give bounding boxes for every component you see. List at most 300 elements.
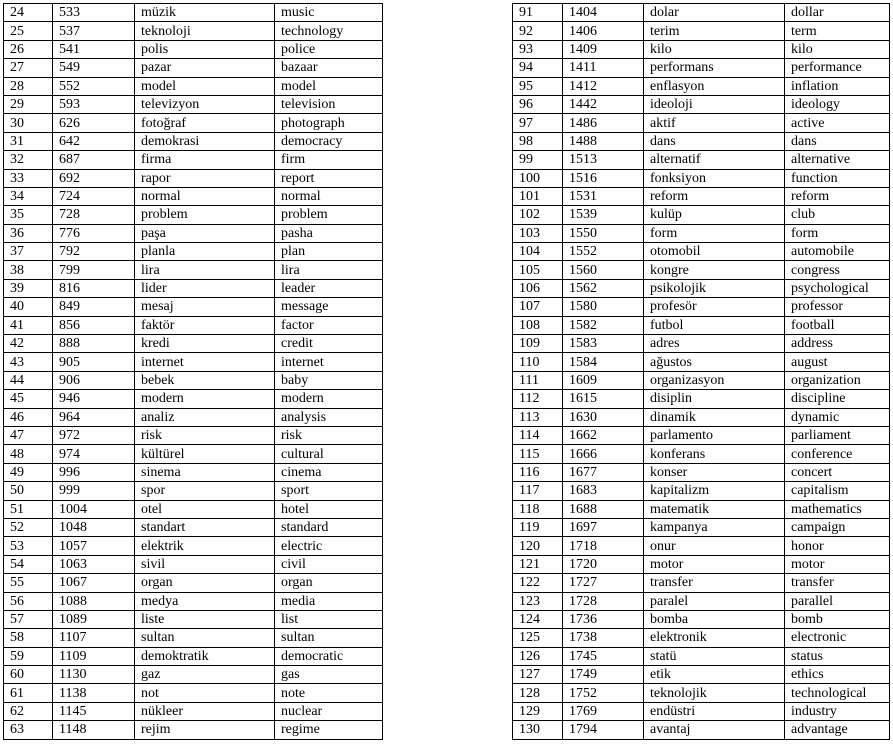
table-row — [4, 169, 383, 187]
frequency-cell: 1406 — [563, 22, 644, 40]
turkish-word-cell: elektronik — [644, 629, 785, 647]
english-word-cell: kilo — [785, 40, 890, 58]
rank-cell: 130 — [513, 721, 563, 739]
turkish-word-cell: otomobil — [644, 243, 785, 261]
rank-cell: 36 — [4, 224, 53, 242]
turkish-word-cell: ağustos — [644, 353, 785, 371]
rank-cell: 42 — [4, 335, 53, 353]
frequency-cell: 964 — [53, 408, 135, 426]
rank-cell: 48 — [4, 445, 53, 463]
turkish-word-cell: rapor — [135, 169, 275, 187]
rank-cell: 33 — [4, 169, 53, 187]
table-row — [513, 335, 890, 353]
frequency-cell: 1088 — [53, 592, 135, 610]
turkish-word-cell: disiplin — [644, 390, 785, 408]
rank-cell: 114 — [513, 426, 563, 444]
table-row — [4, 684, 383, 702]
english-word-cell: photograph — [275, 114, 383, 132]
table-row — [513, 555, 890, 573]
frequency-cell: 1745 — [563, 647, 644, 665]
english-word-cell: nuclear — [275, 702, 383, 720]
frequency-cell: 1412 — [563, 77, 644, 95]
turkish-word-cell: konser — [644, 463, 785, 481]
english-word-cell: pasha — [275, 224, 383, 242]
english-word-cell: club — [785, 206, 890, 224]
english-word-cell: form — [785, 224, 890, 242]
frequency-cell: 1736 — [563, 610, 644, 628]
rank-cell: 50 — [4, 482, 53, 500]
frequency-cell: 999 — [53, 482, 135, 500]
table-row — [4, 463, 383, 481]
rank-cell: 58 — [4, 629, 53, 647]
frequency-cell: 1582 — [563, 316, 644, 334]
frequency-cell: 692 — [53, 169, 135, 187]
rank-cell: 47 — [4, 426, 53, 444]
rank-cell: 35 — [4, 206, 53, 224]
turkish-word-cell: medya — [135, 592, 275, 610]
frequency-cell: 1769 — [563, 702, 644, 720]
turkish-word-cell: kampanya — [644, 518, 785, 536]
frequency-cell: 1560 — [563, 261, 644, 279]
frequency-cell: 1145 — [53, 702, 135, 720]
table-row — [513, 721, 890, 739]
table-row — [513, 151, 890, 169]
turkish-word-cell: organizasyon — [644, 371, 785, 389]
table-row — [513, 40, 890, 58]
english-word-cell: capitalism — [785, 482, 890, 500]
table-row — [513, 684, 890, 702]
table-body — [513, 4, 890, 740]
turkish-word-cell: etik — [644, 666, 785, 684]
frequency-cell: 776 — [53, 224, 135, 242]
table-row — [4, 40, 383, 58]
turkish-word-cell: teknoloji — [135, 22, 275, 40]
rank-cell: 46 — [4, 408, 53, 426]
turkish-word-cell: sivil — [135, 555, 275, 573]
rank-cell: 43 — [4, 353, 53, 371]
turkish-word-cell: müzik — [135, 4, 275, 22]
english-word-cell: automobile — [785, 243, 890, 261]
rank-cell: 103 — [513, 224, 563, 242]
turkish-word-cell: form — [644, 224, 785, 242]
english-word-cell: technology — [275, 22, 383, 40]
turkish-word-cell: elektrik — [135, 537, 275, 555]
table-row — [513, 500, 890, 518]
frequency-cell: 1666 — [563, 445, 644, 463]
english-word-cell: list — [275, 610, 383, 628]
table-row — [513, 353, 890, 371]
rank-cell: 24 — [4, 4, 53, 22]
frequency-cell: 724 — [53, 187, 135, 205]
frequency-cell: 1539 — [563, 206, 644, 224]
table-row — [513, 114, 890, 132]
rank-cell: 95 — [513, 77, 563, 95]
table-row — [513, 298, 890, 316]
frequency-cell: 1749 — [563, 666, 644, 684]
table-row — [4, 353, 383, 371]
frequency-cell: 1677 — [563, 463, 644, 481]
turkish-word-cell: standart — [135, 518, 275, 536]
turkish-word-cell: demokrasi — [135, 132, 275, 150]
frequency-cell: 1580 — [563, 298, 644, 316]
frequency-cell: 1718 — [563, 537, 644, 555]
frequency-cell: 996 — [53, 463, 135, 481]
turkish-word-cell: analiz — [135, 408, 275, 426]
table-row — [4, 151, 383, 169]
table-row — [4, 629, 383, 647]
rank-cell: 94 — [513, 59, 563, 77]
frequency-cell: 1004 — [53, 500, 135, 518]
turkish-word-cell: demoktratik — [135, 647, 275, 665]
turkish-word-cell: motor — [644, 555, 785, 573]
english-word-cell: august — [785, 353, 890, 371]
english-word-cell: lira — [275, 261, 383, 279]
english-word-cell: address — [785, 335, 890, 353]
english-word-cell: baby — [275, 371, 383, 389]
frequency-cell: 642 — [53, 132, 135, 150]
frequency-cell: 1562 — [563, 279, 644, 297]
turkish-word-cell: kredi — [135, 335, 275, 353]
table-row — [4, 114, 383, 132]
rank-cell: 118 — [513, 500, 563, 518]
frequency-cell: 1688 — [563, 500, 644, 518]
english-word-cell: firm — [275, 151, 383, 169]
frequency-cell: 1486 — [563, 114, 644, 132]
rank-cell: 99 — [513, 151, 563, 169]
turkish-word-cell: matematik — [644, 500, 785, 518]
rank-cell: 110 — [513, 353, 563, 371]
frequency-cell: 541 — [53, 40, 135, 58]
table-row — [513, 22, 890, 40]
english-word-cell: bazaar — [275, 59, 383, 77]
table-row — [4, 482, 383, 500]
frequency-cell: 1404 — [563, 4, 644, 22]
table-row — [4, 59, 383, 77]
english-word-cell: dynamic — [785, 408, 890, 426]
table-row — [513, 445, 890, 463]
rank-cell: 61 — [4, 684, 53, 702]
table-row — [4, 206, 383, 224]
english-word-cell: technological — [785, 684, 890, 702]
english-word-cell: motor — [785, 555, 890, 573]
table-row — [513, 279, 890, 297]
frequency-cell: 1630 — [563, 408, 644, 426]
english-word-cell: plan — [275, 243, 383, 261]
turkish-word-cell: televizyon — [135, 95, 275, 113]
rank-cell: 111 — [513, 371, 563, 389]
rank-cell: 40 — [4, 298, 53, 316]
english-word-cell: model — [275, 77, 383, 95]
table-row — [4, 518, 383, 536]
turkish-word-cell: alternatif — [644, 151, 785, 169]
rank-cell: 128 — [513, 684, 563, 702]
table-row — [4, 592, 383, 610]
frequency-cell: 1138 — [53, 684, 135, 702]
english-word-cell: gas — [275, 666, 383, 684]
english-word-cell: television — [275, 95, 383, 113]
turkish-word-cell: rejim — [135, 721, 275, 739]
frequency-cell: 1057 — [53, 537, 135, 555]
frequency-cell: 1067 — [53, 574, 135, 592]
english-word-cell: ethics — [785, 666, 890, 684]
turkish-word-cell: dans — [644, 132, 785, 150]
turkish-word-cell: normal — [135, 187, 275, 205]
english-word-cell: dollar — [785, 4, 890, 22]
rank-cell: 100 — [513, 169, 563, 187]
frequency-cell: 1720 — [563, 555, 644, 573]
english-word-cell: conference — [785, 445, 890, 463]
rank-cell: 39 — [4, 279, 53, 297]
rank-cell: 45 — [4, 390, 53, 408]
frequency-cell: 1063 — [53, 555, 135, 573]
frequency-cell: 888 — [53, 335, 135, 353]
rank-cell: 126 — [513, 647, 563, 665]
frequency-cell: 687 — [53, 151, 135, 169]
rank-cell: 29 — [4, 95, 53, 113]
table-row — [513, 224, 890, 242]
table-row — [513, 426, 890, 444]
rank-cell: 92 — [513, 22, 563, 40]
english-word-cell: psychological — [785, 279, 890, 297]
frequency-cell: 533 — [53, 4, 135, 22]
table-row — [513, 463, 890, 481]
table-row — [513, 371, 890, 389]
rank-cell: 49 — [4, 463, 53, 481]
rank-cell: 107 — [513, 298, 563, 316]
rank-cell: 123 — [513, 592, 563, 610]
english-word-cell: problem — [275, 206, 383, 224]
english-word-cell: campaign — [785, 518, 890, 536]
table-row — [513, 518, 890, 536]
rank-cell: 59 — [4, 647, 53, 665]
english-word-cell: congress — [785, 261, 890, 279]
frequency-cell: 1738 — [563, 629, 644, 647]
turkish-word-cell: enflasyon — [644, 77, 785, 95]
rank-cell: 129 — [513, 702, 563, 720]
table-row — [4, 500, 383, 518]
rank-cell: 93 — [513, 40, 563, 58]
table-row — [4, 316, 383, 334]
rank-cell: 117 — [513, 482, 563, 500]
table-row — [513, 408, 890, 426]
english-word-cell: internet — [275, 353, 383, 371]
rank-cell: 56 — [4, 592, 53, 610]
rank-cell: 101 — [513, 187, 563, 205]
table-row — [4, 537, 383, 555]
english-word-cell: dans — [785, 132, 890, 150]
frequency-cell: 946 — [53, 390, 135, 408]
turkish-word-cell: lider — [135, 279, 275, 297]
frequency-cell: 849 — [53, 298, 135, 316]
frequency-cell: 1513 — [563, 151, 644, 169]
english-word-cell: risk — [275, 426, 383, 444]
table-row — [513, 592, 890, 610]
rank-cell: 57 — [4, 610, 53, 628]
turkish-word-cell: otel — [135, 500, 275, 518]
english-word-cell: transfer — [785, 574, 890, 592]
english-word-cell: message — [275, 298, 383, 316]
turkish-word-cell: not — [135, 684, 275, 702]
rank-cell: 91 — [513, 4, 563, 22]
table-row — [513, 132, 890, 150]
english-word-cell: democracy — [275, 132, 383, 150]
rank-cell: 127 — [513, 666, 563, 684]
turkish-word-cell: mesaj — [135, 298, 275, 316]
frequency-cell: 792 — [53, 243, 135, 261]
turkish-word-cell: futbol — [644, 316, 785, 334]
word-table-left — [3, 3, 383, 740]
rank-cell: 97 — [513, 114, 563, 132]
english-word-cell: status — [785, 647, 890, 665]
english-word-cell: sultan — [275, 629, 383, 647]
rank-cell: 55 — [4, 574, 53, 592]
table-row — [4, 390, 383, 408]
turkish-word-cell: statü — [644, 647, 785, 665]
turkish-word-cell: faktör — [135, 316, 275, 334]
english-word-cell: inflation — [785, 77, 890, 95]
turkish-word-cell: performans — [644, 59, 785, 77]
table-row — [513, 666, 890, 684]
table-row — [513, 187, 890, 205]
english-word-cell: discipline — [785, 390, 890, 408]
frequency-cell: 1794 — [563, 721, 644, 739]
table-row — [4, 610, 383, 628]
english-word-cell: cultural — [275, 445, 383, 463]
rank-cell: 119 — [513, 518, 563, 536]
rank-cell: 25 — [4, 22, 53, 40]
frequency-cell: 1583 — [563, 335, 644, 353]
frequency-cell: 1488 — [563, 132, 644, 150]
table-row — [513, 702, 890, 720]
rank-cell: 106 — [513, 279, 563, 297]
table-row — [4, 702, 383, 720]
table-row — [4, 445, 383, 463]
table-row — [4, 647, 383, 665]
table-row — [4, 298, 383, 316]
rank-cell: 113 — [513, 408, 563, 426]
frequency-cell: 549 — [53, 59, 135, 77]
frequency-cell: 974 — [53, 445, 135, 463]
table-row — [4, 4, 383, 22]
table-row — [513, 629, 890, 647]
turkish-word-cell: gaz — [135, 666, 275, 684]
turkish-word-cell: liste — [135, 610, 275, 628]
frequency-cell: 1550 — [563, 224, 644, 242]
frequency-cell: 1109 — [53, 647, 135, 665]
turkish-word-cell: sinema — [135, 463, 275, 481]
rank-cell: 37 — [4, 243, 53, 261]
turkish-word-cell: modern — [135, 390, 275, 408]
turkish-word-cell: transfer — [644, 574, 785, 592]
table-row — [4, 721, 383, 739]
rank-cell: 28 — [4, 77, 53, 95]
frequency-cell: 1089 — [53, 610, 135, 628]
english-word-cell: note — [275, 684, 383, 702]
table-row — [513, 537, 890, 555]
table-body — [4, 4, 383, 740]
frequency-cell: 799 — [53, 261, 135, 279]
english-word-cell: advantage — [785, 721, 890, 739]
frequency-cell: 1442 — [563, 95, 644, 113]
english-word-cell: electronic — [785, 629, 890, 647]
rank-cell: 34 — [4, 187, 53, 205]
turkish-word-cell: kilo — [644, 40, 785, 58]
rank-cell: 32 — [4, 151, 53, 169]
turkish-word-cell: lira — [135, 261, 275, 279]
frequency-cell: 1516 — [563, 169, 644, 187]
turkish-word-cell: risk — [135, 426, 275, 444]
rank-cell: 27 — [4, 59, 53, 77]
rank-cell: 121 — [513, 555, 563, 573]
turkish-word-cell: model — [135, 77, 275, 95]
english-word-cell: performance — [785, 59, 890, 77]
english-word-cell: organization — [785, 371, 890, 389]
rank-cell: 122 — [513, 574, 563, 592]
rank-cell: 105 — [513, 261, 563, 279]
frequency-cell: 1107 — [53, 629, 135, 647]
table-row — [513, 206, 890, 224]
rank-cell: 96 — [513, 95, 563, 113]
rank-cell: 62 — [4, 702, 53, 720]
rank-cell: 109 — [513, 335, 563, 353]
english-word-cell: analysis — [275, 408, 383, 426]
english-word-cell: concert — [785, 463, 890, 481]
frequency-cell: 537 — [53, 22, 135, 40]
turkish-word-cell: bomba — [644, 610, 785, 628]
rank-cell: 115 — [513, 445, 563, 463]
english-word-cell: active — [785, 114, 890, 132]
frequency-cell: 1552 — [563, 243, 644, 261]
english-word-cell: mathematics — [785, 500, 890, 518]
rank-cell: 116 — [513, 463, 563, 481]
rank-cell: 102 — [513, 206, 563, 224]
frequency-cell: 1409 — [563, 40, 644, 58]
table-row — [513, 482, 890, 500]
rank-cell: 108 — [513, 316, 563, 334]
table-row — [4, 555, 383, 573]
english-word-cell: cinema — [275, 463, 383, 481]
frequency-cell: 728 — [53, 206, 135, 224]
english-word-cell: parallel — [785, 592, 890, 610]
turkish-word-cell: spor — [135, 482, 275, 500]
turkish-word-cell: paralel — [644, 592, 785, 610]
table-row — [4, 426, 383, 444]
rank-cell: 98 — [513, 132, 563, 150]
english-word-cell: modern — [275, 390, 383, 408]
english-word-cell: civil — [275, 555, 383, 573]
english-word-cell: term — [785, 22, 890, 40]
rank-cell: 44 — [4, 371, 53, 389]
table-row — [513, 610, 890, 628]
english-word-cell: factor — [275, 316, 383, 334]
table-row — [4, 371, 383, 389]
turkish-word-cell: profesör — [644, 298, 785, 316]
frequency-cell: 1148 — [53, 721, 135, 739]
english-word-cell: bomb — [785, 610, 890, 628]
turkish-word-cell: ideoloji — [644, 95, 785, 113]
english-word-cell: function — [785, 169, 890, 187]
rank-cell: 125 — [513, 629, 563, 647]
english-word-cell: ideology — [785, 95, 890, 113]
turkish-word-cell: adres — [644, 335, 785, 353]
turkish-word-cell: onur — [644, 537, 785, 555]
frequency-cell: 1130 — [53, 666, 135, 684]
frequency-cell: 816 — [53, 279, 135, 297]
table-row — [513, 390, 890, 408]
english-word-cell: hotel — [275, 500, 383, 518]
word-table-right — [512, 3, 890, 740]
rank-cell: 53 — [4, 537, 53, 555]
